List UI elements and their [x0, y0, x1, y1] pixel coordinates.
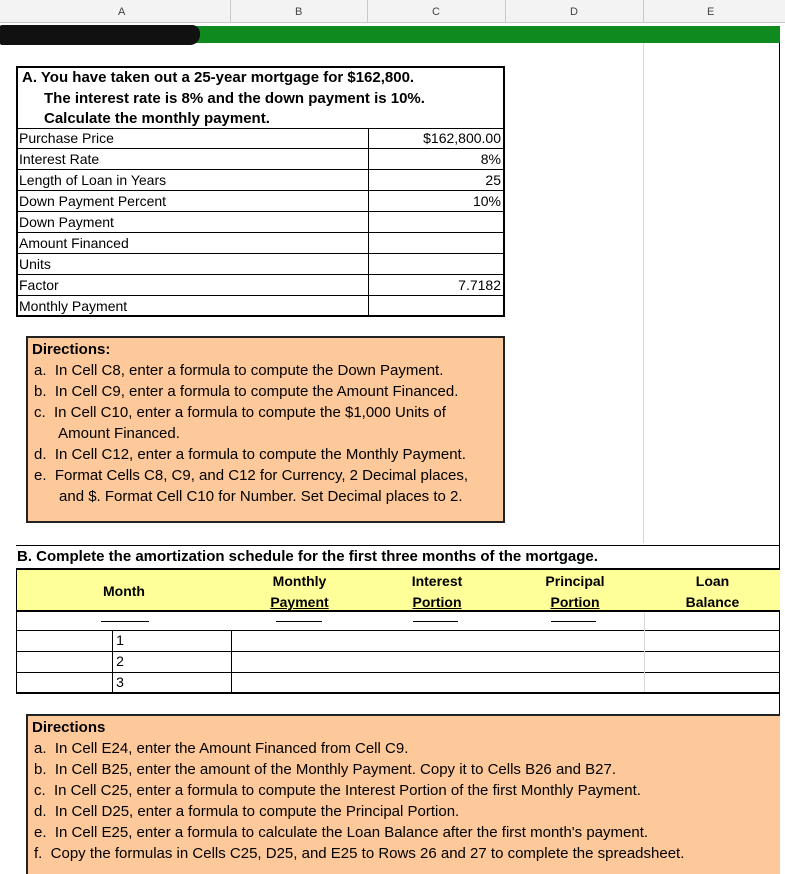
section-a-title-line-3: Calculate the monthly payment. [44, 110, 270, 127]
row-monthly-payment [16, 296, 505, 317]
dash-payment [276, 621, 322, 622]
redacted-area [0, 25, 200, 45]
directions-a-item: c. In Cell C10, enter a formula to compute the $1,000 Units of [34, 404, 446, 421]
row-label[interactable]: Factor [19, 277, 59, 293]
month-cell[interactable]: 3 [116, 674, 124, 690]
row-value[interactable]: 10% [472, 193, 501, 209]
grid-line [644, 612, 645, 692]
row-value[interactable]: 7.7182 [458, 277, 501, 293]
row-label[interactable]: Down Payment Percent [19, 193, 167, 209]
directions-a-heading: Directions: [32, 341, 111, 358]
row-label[interactable]: Down Payment [19, 214, 114, 230]
section-a-title-line-1: A. You have taken out a 25-year mortgage for $162,800. [22, 69, 415, 86]
column-separator[interactable] [230, 0, 231, 23]
row-units [16, 254, 505, 275]
dash-month [101, 621, 149, 622]
directions-a-item: and $. Format Cell C10 for Number. Set Decimal places to 2. [34, 488, 463, 505]
column-separator[interactable] [505, 0, 506, 23]
header-monthly-payment-1: Monthly [272, 573, 327, 589]
header-interest-1: Interest [411, 573, 463, 589]
row-factor [16, 275, 505, 296]
header-interest-2: Portion [412, 594, 462, 610]
row-label[interactable]: Amount Financed [19, 235, 129, 251]
header-principal-2: Portion [550, 594, 600, 610]
section-a-title-line-2: The interest rate is 8% and the down payment is 10%. [44, 90, 425, 107]
section-b-title-row [16, 545, 780, 568]
amortization-header [16, 568, 780, 612]
row-border [17, 672, 780, 673]
header-month: Month [103, 583, 145, 599]
month-cell[interactable]: 1 [116, 632, 124, 648]
directions-b-box [26, 714, 780, 874]
header-loan-2: Balance [685, 594, 740, 610]
row-down-payment-percent [16, 191, 505, 212]
column-header-a[interactable]: A [118, 6, 126, 18]
header-monthly-payment-2: Payment [270, 594, 329, 610]
directions-b-item: c. In Cell C25, enter a formula to compute the Interest Portion of the first Monthly Payment. [34, 782, 641, 799]
directions-b-item: e. In Cell E25, enter a formula to calculate the Loan Balance after the first month's payment. [34, 824, 649, 841]
dash-interest [413, 621, 458, 622]
dash-principal [551, 621, 596, 622]
row-amount-financed [16, 233, 505, 254]
directions-a-item: d. In Cell C12, enter a formula to compute the Monthly Payment. [34, 446, 466, 463]
directions-a-box [26, 336, 505, 523]
row-label[interactable]: Length of Loan in Years [19, 172, 167, 188]
row-length-of-loan [16, 170, 505, 191]
header-loan-1: Loan [695, 573, 730, 589]
directions-b-item: b. In Cell B25, enter the amount of the Monthly Payment. Copy it to Cells B26 and B27. [34, 761, 616, 778]
directions-a-item: b. In Cell C9, enter a formula to compute the Amount Financed. [34, 383, 459, 400]
grid-line [643, 43, 644, 543]
column-header-b[interactable]: B [295, 6, 303, 18]
directions-a-item: Amount Financed. [34, 425, 180, 442]
column-separator[interactable] [643, 0, 644, 23]
amortization-body [16, 612, 780, 694]
row-value[interactable]: 8% [480, 151, 501, 167]
column-header-d[interactable]: D [570, 6, 578, 18]
header-principal-1: Principal [545, 573, 605, 589]
row-border [17, 651, 780, 652]
directions-a-item: e. Format Cells C8, C9, and C12 for Currency, 2 Decimal places, [34, 467, 469, 484]
row-label[interactable]: Monthly Payment [19, 298, 128, 314]
column-header-c[interactable]: C [432, 6, 440, 18]
row-interest-rate [16, 149, 505, 170]
directions-b-item: a. In Cell E24, enter the Amount Financed from Cell C9. [34, 740, 409, 757]
directions-b-item: d. In Cell D25, enter a formula to compute the Principal Portion. [34, 803, 460, 820]
row-value[interactable]: 25 [485, 172, 501, 188]
row-value[interactable]: $162,800.00 [423, 130, 501, 146]
directions-a-item: a. In Cell C8, enter a formula to compute the Down Payment. [34, 362, 444, 379]
column-header-e[interactable]: E [707, 6, 715, 18]
column-separator[interactable] [367, 0, 368, 23]
column-header-bar [0, 0, 785, 23]
row-down-payment [16, 212, 505, 233]
row-border [17, 630, 780, 631]
directions-b-item: f. Copy the formulas in Cells C25, D25, and E25 to Rows 26 and 27 to complete the spreadsheet. [34, 845, 685, 862]
section-a-title-box [16, 66, 505, 128]
directions-b-heading: Directions [32, 719, 106, 736]
row-label[interactable]: Units [19, 256, 51, 272]
col-border [231, 630, 232, 692]
row-label[interactable]: Purchase Price [19, 130, 114, 146]
section-b-title: B. Complete the amortization schedule for the first three months of the mortgage. [17, 548, 598, 565]
row-label[interactable]: Interest Rate [19, 151, 100, 167]
row-purchase-price [16, 128, 505, 149]
month-cell[interactable]: 2 [116, 653, 124, 669]
